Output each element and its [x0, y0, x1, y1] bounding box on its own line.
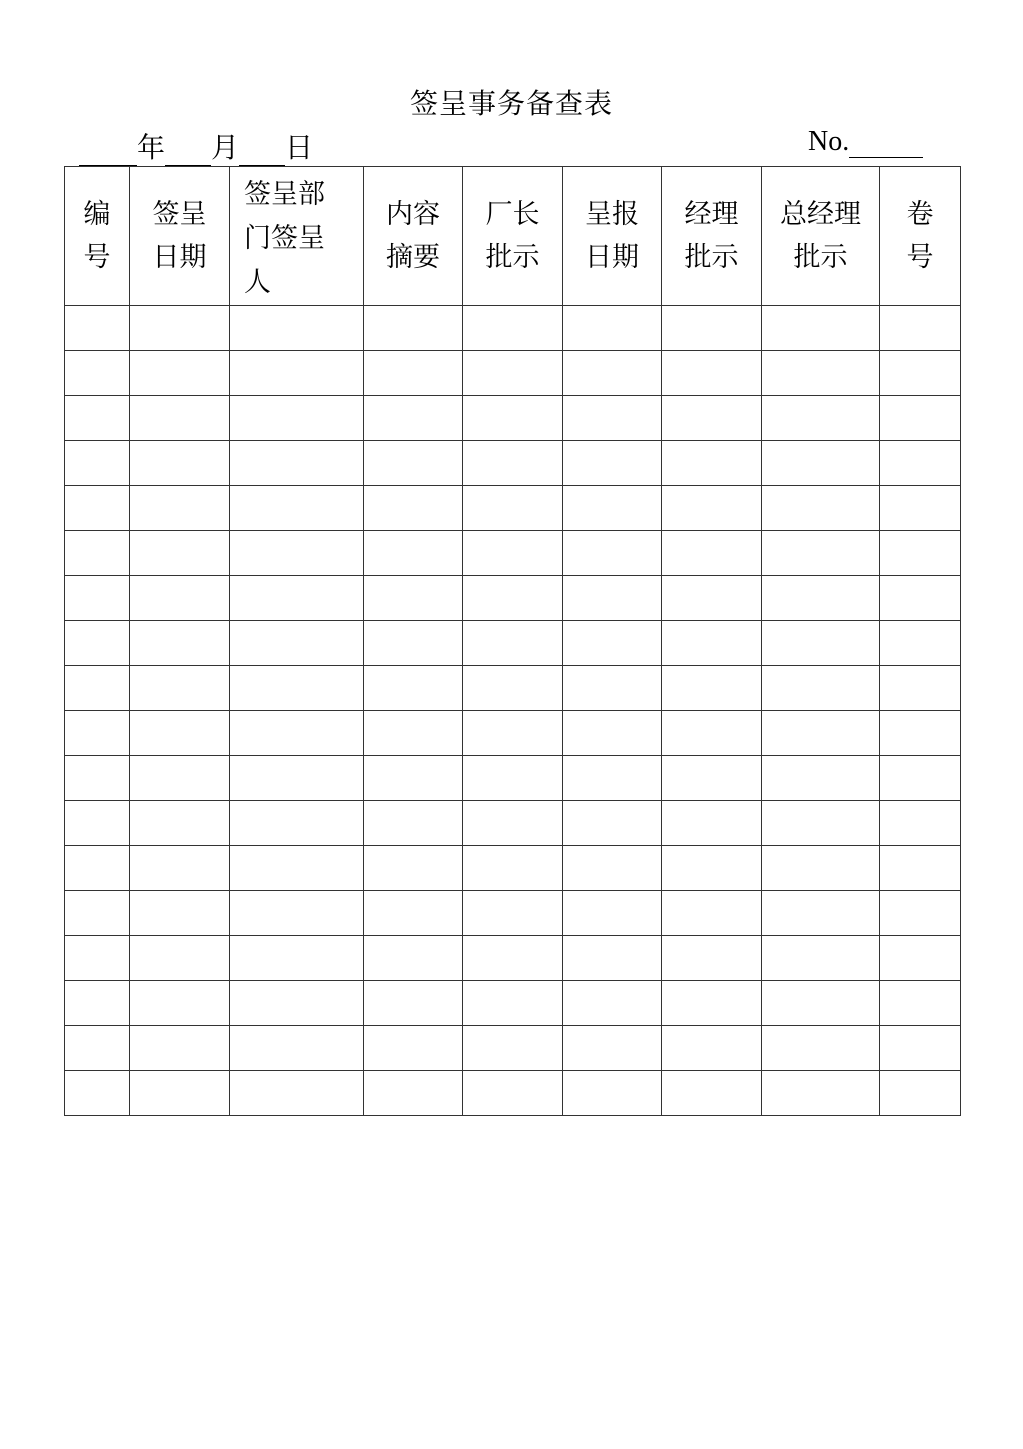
table-cell[interactable] — [880, 891, 961, 936]
table-cell[interactable] — [364, 756, 463, 801]
table-cell[interactable] — [880, 801, 961, 846]
table-cell[interactable] — [662, 756, 762, 801]
table-cell[interactable] — [364, 936, 463, 981]
table-cell[interactable] — [463, 936, 563, 981]
table-cell[interactable] — [762, 1071, 880, 1116]
table-cell[interactable] — [563, 306, 662, 351]
table-cell[interactable] — [880, 711, 961, 756]
table-cell[interactable] — [230, 306, 364, 351]
table-row — [65, 576, 961, 621]
table-cell[interactable] — [880, 846, 961, 891]
table-cell[interactable] — [880, 1026, 961, 1071]
table-row — [65, 936, 961, 981]
table-cell[interactable] — [563, 711, 662, 756]
day-blank[interactable] — [239, 135, 285, 166]
table-row — [65, 666, 961, 711]
table-cell[interactable] — [662, 486, 762, 531]
table-cell[interactable] — [65, 351, 130, 396]
day-label: 日 — [285, 131, 314, 164]
table-row — [65, 1026, 961, 1071]
table-cell[interactable] — [230, 711, 364, 756]
table-cell[interactable] — [463, 891, 563, 936]
table-cell[interactable] — [563, 936, 662, 981]
table-cell[interactable] — [880, 486, 961, 531]
table-cell[interactable] — [662, 1026, 762, 1071]
table-cell[interactable] — [364, 306, 463, 351]
header-petition-date: 签呈 日期 — [130, 167, 230, 306]
petition-log-table — [64, 166, 961, 1116]
table-cell[interactable] — [662, 846, 762, 891]
table-cell[interactable] — [364, 441, 463, 486]
table-cell[interactable] — [563, 531, 662, 576]
table-cell[interactable] — [762, 891, 880, 936]
table-cell[interactable] — [130, 351, 230, 396]
header-department-petitioner: 签呈部 门签呈 人 — [230, 167, 364, 306]
table-cell[interactable] — [880, 441, 961, 486]
table-cell[interactable] — [230, 351, 364, 396]
header-submission-date: 呈报 日期 — [563, 167, 662, 306]
table-cell[interactable] — [463, 756, 563, 801]
table-cell[interactable] — [230, 936, 364, 981]
table-cell[interactable] — [563, 756, 662, 801]
header-serial-number: 编 号 — [65, 167, 130, 306]
table-cell[interactable] — [762, 621, 880, 666]
table-cell[interactable] — [65, 441, 130, 486]
table-row — [65, 396, 961, 441]
table-cell[interactable] — [130, 396, 230, 441]
table-cell[interactable] — [65, 666, 130, 711]
table-cell[interactable] — [880, 666, 961, 711]
table-row — [65, 1071, 961, 1116]
table-cell[interactable] — [762, 486, 880, 531]
table-cell[interactable] — [880, 621, 961, 666]
table-cell[interactable] — [662, 891, 762, 936]
header-manager-instruction: 经理 批示 — [662, 167, 762, 306]
table-cell[interactable] — [230, 441, 364, 486]
table-cell[interactable] — [463, 576, 563, 621]
table-cell[interactable] — [762, 306, 880, 351]
table-cell[interactable] — [230, 756, 364, 801]
table-cell[interactable] — [65, 576, 130, 621]
table-cell[interactable] — [364, 891, 463, 936]
table-row — [65, 306, 961, 351]
table-cell[interactable] — [230, 531, 364, 576]
table-cell[interactable] — [563, 576, 662, 621]
table-cell[interactable] — [880, 306, 961, 351]
table-cell[interactable] — [762, 531, 880, 576]
table-cell[interactable] — [662, 396, 762, 441]
table-cell[interactable] — [662, 801, 762, 846]
table-cell[interactable] — [364, 981, 463, 1026]
table-cell[interactable] — [463, 531, 563, 576]
table-cell[interactable] — [364, 621, 463, 666]
table-cell[interactable] — [230, 981, 364, 1026]
table-cell[interactable] — [762, 441, 880, 486]
table-cell[interactable] — [762, 981, 880, 1026]
table-cell[interactable] — [662, 441, 762, 486]
table-cell[interactable] — [662, 351, 762, 396]
table-cell[interactable] — [65, 801, 130, 846]
table-cell[interactable] — [880, 531, 961, 576]
table-cell[interactable] — [230, 1026, 364, 1071]
table-cell[interactable] — [364, 576, 463, 621]
table-cell[interactable] — [762, 936, 880, 981]
table-cell[interactable] — [130, 801, 230, 846]
table-cell[interactable] — [364, 1071, 463, 1116]
table-cell[interactable] — [563, 666, 662, 711]
table-cell[interactable] — [463, 486, 563, 531]
table-cell[interactable] — [563, 396, 662, 441]
table-cell[interactable] — [130, 666, 230, 711]
table-cell[interactable] — [230, 621, 364, 666]
table-cell[interactable] — [762, 351, 880, 396]
table-cell[interactable] — [880, 1071, 961, 1116]
table-cell[interactable] — [65, 621, 130, 666]
table-cell[interactable] — [130, 486, 230, 531]
table-cell[interactable] — [65, 756, 130, 801]
table-cell[interactable] — [463, 981, 563, 1026]
table-cell[interactable] — [662, 306, 762, 351]
table-cell[interactable] — [65, 396, 130, 441]
table-cell[interactable] — [65, 486, 130, 531]
number-blank[interactable] — [849, 127, 923, 158]
table-cell[interactable] — [762, 396, 880, 441]
table-cell[interactable] — [65, 846, 130, 891]
table-row — [65, 531, 961, 576]
table-cell[interactable] — [463, 1026, 563, 1071]
table-cell[interactable] — [364, 396, 463, 441]
table-cell[interactable] — [130, 891, 230, 936]
table-cell[interactable] — [65, 891, 130, 936]
table-cell[interactable] — [880, 396, 961, 441]
table-cell[interactable] — [762, 801, 880, 846]
table-cell[interactable] — [130, 1071, 230, 1116]
table-cell[interactable] — [880, 936, 961, 981]
table-cell[interactable] — [563, 1026, 662, 1071]
table-cell[interactable] — [364, 531, 463, 576]
table-header-row — [65, 167, 961, 306]
table-cell[interactable] — [364, 486, 463, 531]
table-cell[interactable] — [662, 621, 762, 666]
table-cell[interactable] — [880, 756, 961, 801]
table-cell[interactable] — [130, 981, 230, 1026]
table-cell[interactable] — [762, 576, 880, 621]
table-cell[interactable] — [230, 1071, 364, 1116]
table-cell[interactable] — [563, 846, 662, 891]
table-cell[interactable] — [364, 351, 463, 396]
table-cell[interactable] — [563, 801, 662, 846]
table-cell[interactable] — [762, 846, 880, 891]
table-cell[interactable] — [65, 711, 130, 756]
table-row — [65, 981, 961, 1026]
table-cell[interactable] — [65, 306, 130, 351]
table-cell[interactable] — [762, 666, 880, 711]
table-cell[interactable] — [463, 666, 563, 711]
form-title: 签呈事务备查表 — [409, 87, 613, 120]
date-line — [79, 126, 313, 166]
table-row — [65, 441, 961, 486]
table-cell[interactable] — [364, 666, 463, 711]
table-cell[interactable] — [364, 1026, 463, 1071]
table-cell[interactable] — [463, 396, 563, 441]
table-cell[interactable] — [463, 306, 563, 351]
table-cell[interactable] — [463, 846, 563, 891]
table-cell[interactable] — [130, 1026, 230, 1071]
table-cell[interactable] — [230, 666, 364, 711]
table-cell[interactable] — [880, 576, 961, 621]
table-cell[interactable] — [130, 936, 230, 981]
table-cell[interactable] — [463, 441, 563, 486]
table-cell[interactable] — [662, 531, 762, 576]
table-cell[interactable] — [230, 486, 364, 531]
table-cell[interactable] — [130, 621, 230, 666]
table-row — [65, 351, 961, 396]
table-body — [65, 306, 961, 1116]
table-cell[interactable] — [65, 1071, 130, 1116]
table-cell[interactable] — [662, 576, 762, 621]
table-cell[interactable] — [230, 891, 364, 936]
table-cell[interactable] — [364, 711, 463, 756]
year-label: 年 — [137, 131, 166, 164]
table-cell[interactable] — [463, 1071, 563, 1116]
number-label: No. — [808, 126, 850, 157]
table-row — [65, 891, 961, 936]
table-cell[interactable] — [130, 441, 230, 486]
table-cell[interactable] — [463, 711, 563, 756]
table-cell[interactable] — [563, 486, 662, 531]
table-cell[interactable] — [662, 936, 762, 981]
table-cell[interactable] — [130, 846, 230, 891]
table-cell[interactable] — [463, 351, 563, 396]
table-cell[interactable] — [662, 1071, 762, 1116]
table-cell[interactable] — [762, 1026, 880, 1071]
year-blank[interactable] — [79, 135, 137, 166]
table-cell[interactable] — [230, 396, 364, 441]
table-cell[interactable] — [762, 756, 880, 801]
table-row — [65, 756, 961, 801]
table-cell[interactable] — [130, 576, 230, 621]
table-cell[interactable] — [65, 531, 130, 576]
table-row — [65, 621, 961, 666]
table-cell[interactable] — [880, 981, 961, 1026]
header-volume-number: 卷 号 — [880, 167, 961, 306]
table-cell[interactable] — [230, 576, 364, 621]
table-cell[interactable] — [364, 801, 463, 846]
table-cell[interactable] — [65, 1026, 130, 1071]
table-cell[interactable] — [230, 801, 364, 846]
table-cell[interactable] — [563, 891, 662, 936]
table-cell[interactable] — [230, 846, 364, 891]
table-row — [65, 801, 961, 846]
table-cell[interactable] — [563, 1071, 662, 1116]
table-cell[interactable] — [563, 441, 662, 486]
table-cell[interactable] — [130, 711, 230, 756]
table-cell[interactable] — [65, 981, 130, 1026]
table-cell[interactable] — [662, 981, 762, 1026]
table-cell[interactable] — [130, 306, 230, 351]
table-cell[interactable] — [762, 711, 880, 756]
month-label: 月 — [211, 131, 240, 164]
table-row — [65, 486, 961, 531]
month-blank[interactable] — [165, 135, 211, 166]
header-content-summary: 内容 摘要 — [364, 167, 463, 306]
number-line — [808, 126, 923, 158]
table-cell[interactable] — [463, 621, 563, 666]
table-cell[interactable] — [563, 351, 662, 396]
table-cell[interactable] — [364, 846, 463, 891]
header-general-manager-instruction: 总经理 批示 — [762, 167, 880, 306]
table-cell[interactable] — [880, 351, 961, 396]
table-cell[interactable] — [130, 756, 230, 801]
table-row — [65, 711, 961, 756]
table-cell[interactable] — [563, 621, 662, 666]
header-factory-director-instruction: 厂长 批示 — [463, 167, 563, 306]
table-cell[interactable] — [662, 711, 762, 756]
table-cell[interactable] — [130, 531, 230, 576]
table-row — [65, 846, 961, 891]
table-cell[interactable] — [463, 801, 563, 846]
table-cell[interactable] — [563, 981, 662, 1026]
table-cell[interactable] — [65, 936, 130, 981]
table-cell[interactable] — [662, 666, 762, 711]
